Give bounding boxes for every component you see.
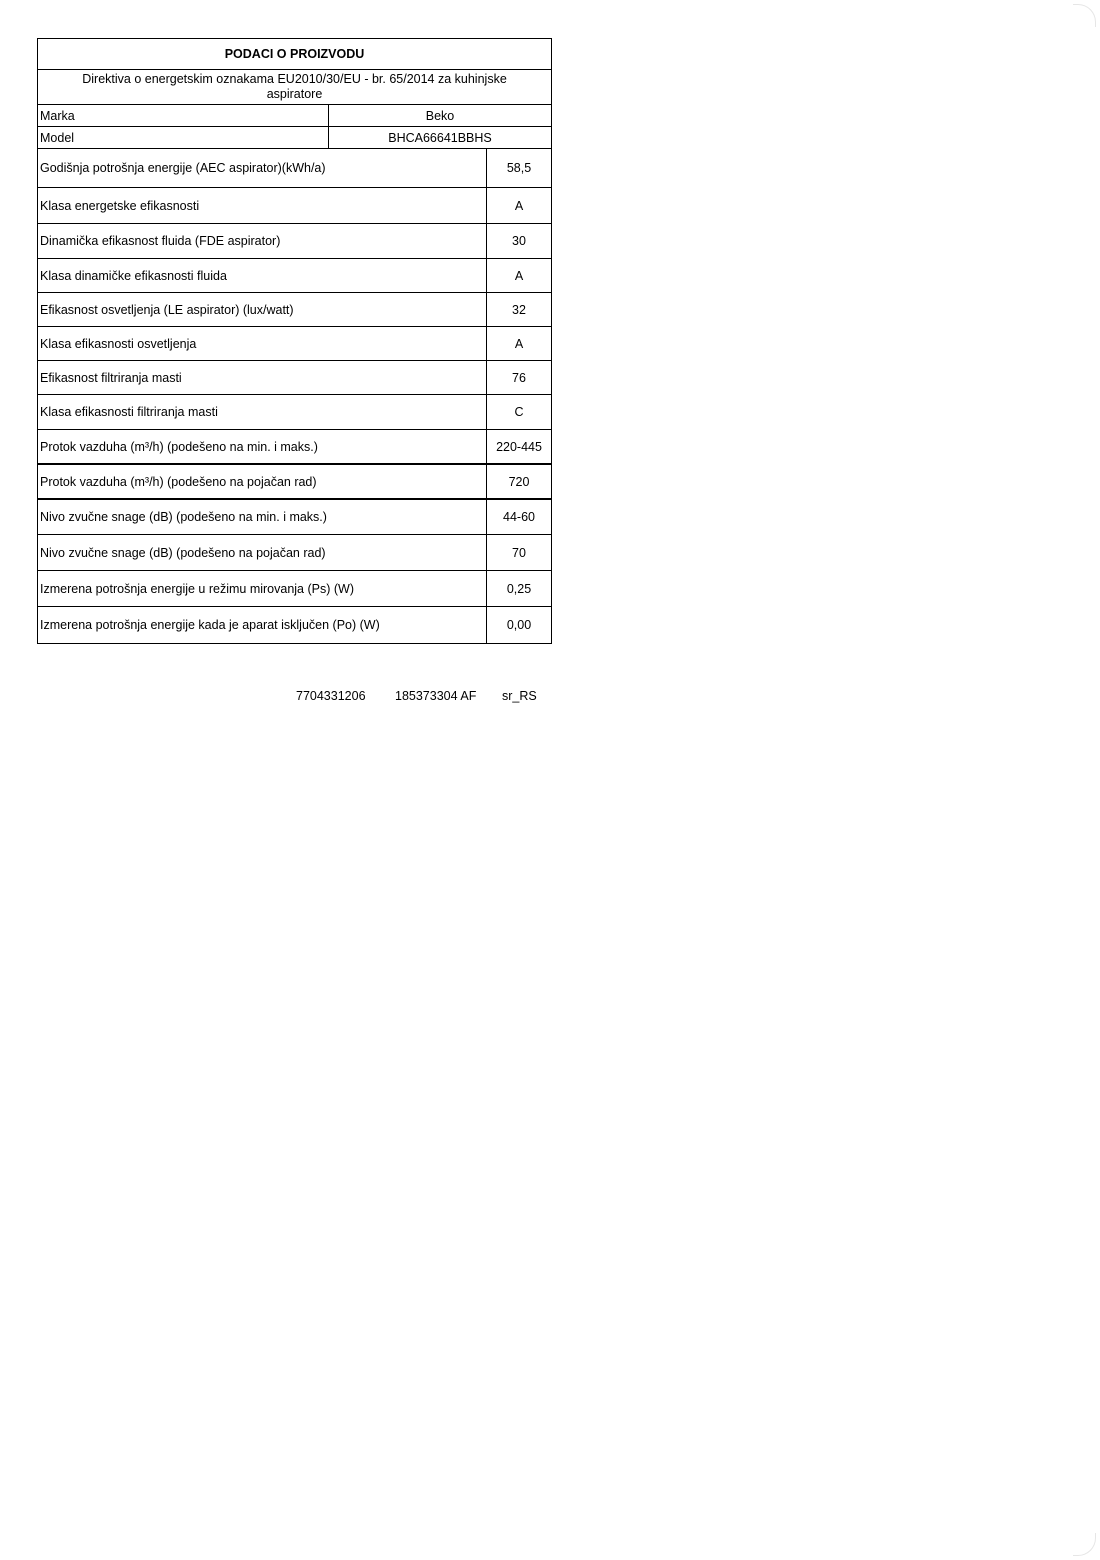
- row-value: 30: [512, 234, 526, 248]
- brand-value: Beko: [425, 108, 455, 123]
- product-data-sheet: [37, 38, 552, 703]
- table-title: PODACI O PROIZVODU: [38, 39, 551, 70]
- row-value: 70: [512, 545, 526, 560]
- product-data-table: [37, 38, 552, 644]
- table-row: [38, 430, 551, 465]
- row-value: 76: [512, 370, 526, 385]
- footer-code-1: 7704331206: [296, 689, 366, 703]
- row-value: 720: [508, 474, 530, 489]
- row-value: 32: [512, 302, 526, 317]
- row-value: C: [514, 405, 524, 419]
- row-value: 58,5: [506, 161, 532, 175]
- row-label: Klasa energetske efikasnosti: [38, 188, 487, 223]
- table-row: [38, 327, 551, 361]
- row-label: Protok vazduha (m³/h) (podešeno na min. i maks.): [38, 430, 487, 463]
- row-label: Dinamička efikasnost fluida (FDE aspirator): [38, 224, 487, 258]
- table-row: [38, 149, 551, 188]
- footer-code-2: 185373304 AF: [395, 689, 477, 703]
- table-row: [38, 571, 551, 607]
- brand-row: [38, 105, 551, 127]
- row-label: Nivo zvučne snage (dB) (podešeno na pojačan rad): [38, 535, 487, 570]
- table-row: [38, 535, 551, 571]
- row-label: Nivo zvučne snage (dB) (podešeno na min. i maks.): [38, 500, 487, 534]
- table-row: [38, 500, 551, 535]
- row-label: Klasa efikasnosti filtriranja masti: [38, 395, 487, 429]
- row-label: Efikasnost osvetljenja (LE aspirator) (lux/watt): [38, 293, 487, 326]
- table-row: [38, 224, 551, 259]
- table-row: [38, 188, 551, 224]
- row-value: 0,00: [506, 618, 532, 632]
- row-value: 220-445: [496, 439, 542, 454]
- row-value: A: [514, 198, 524, 213]
- table-subtitle: Direktiva o energetskim oznakama EU2010/30/EU - br. 65/2014 za kuhinjske aspiratore: [38, 70, 551, 105]
- page-corner-top-right: [1073, 4, 1096, 27]
- brand-label: Marka: [38, 105, 329, 126]
- row-label: Klasa dinamičke efikasnosti fluida: [38, 259, 487, 292]
- table-row: [38, 395, 551, 430]
- footer-locale: sr_RS: [502, 689, 537, 703]
- row-value: 0,25: [506, 581, 532, 596]
- page-corner-bottom-right: [1073, 1533, 1096, 1556]
- table-row: [38, 361, 551, 395]
- row-label: Izmerena potrošnja energije kada je aparat isključen (Po) (W): [38, 607, 487, 643]
- table-row: [38, 465, 551, 500]
- row-value: A: [514, 268, 524, 283]
- row-label: Efikasnost filtriranja masti: [38, 361, 487, 394]
- model-row: [38, 127, 551, 149]
- row-label: Godišnja potrošnja energije (AEC aspirator)(kWh/a): [38, 149, 487, 187]
- row-label: Izmerena potrošnja energije u režimu mirovanja (Ps) (W): [38, 571, 487, 606]
- table-row: [38, 607, 551, 643]
- row-label: Protok vazduha (m³/h) (podešeno na pojačan rad): [38, 465, 487, 498]
- row-value: 44-60: [503, 510, 535, 524]
- table-row: [38, 259, 551, 293]
- table-row: [38, 293, 551, 327]
- model-value: BHCA66641BBHS: [388, 130, 492, 145]
- row-value: A: [514, 336, 524, 351]
- row-label: Klasa efikasnosti osvetljenja: [38, 327, 487, 360]
- model-label: Model: [38, 127, 329, 148]
